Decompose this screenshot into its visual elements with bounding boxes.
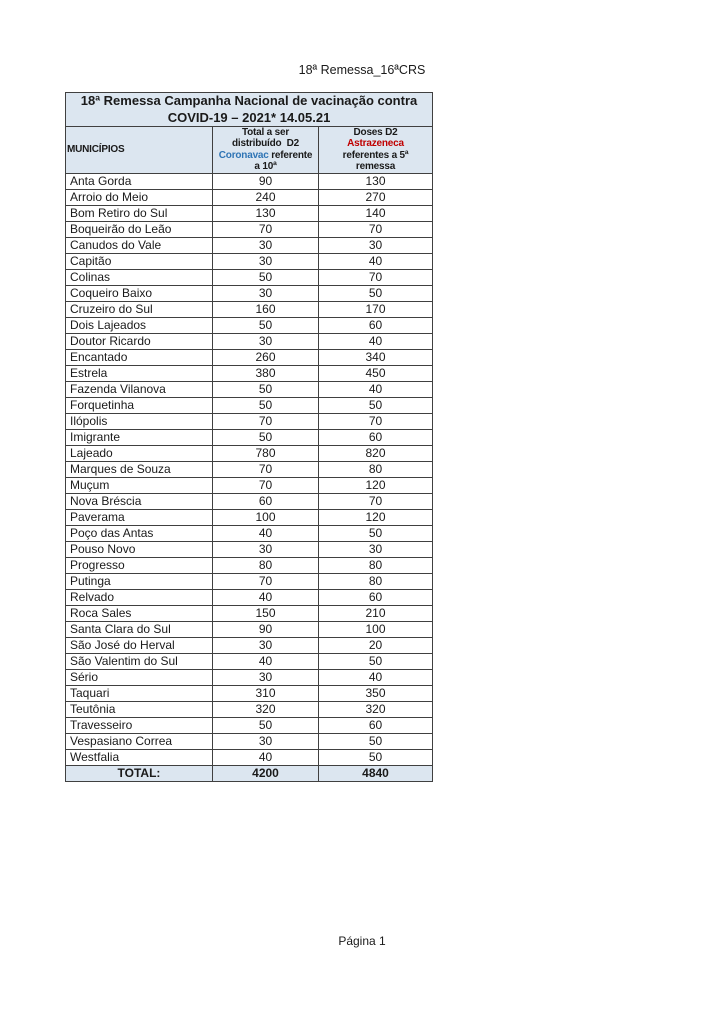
coronavac-cell: 380 [213, 365, 319, 381]
astrazeneca-cell: 170 [319, 301, 433, 317]
column-header-municipios: MUNICÍPIOS [66, 127, 213, 174]
municipality-cell: Ilópolis [66, 413, 213, 429]
municipality-cell: Lajeado [66, 445, 213, 461]
municipality-cell: Marques de Souza [66, 461, 213, 477]
municipality-cell: Travesseiro [66, 717, 213, 733]
astrazeneca-cell: 50 [319, 285, 433, 301]
coronavac-cell: 30 [213, 669, 319, 685]
table-row [66, 397, 433, 413]
astrazeneca-cell: 130 [319, 173, 433, 189]
table-row [66, 333, 433, 349]
astrazeneca-cell: 350 [319, 685, 433, 701]
table-row [66, 621, 433, 637]
table-row [66, 285, 433, 301]
table-row [66, 653, 433, 669]
municipality-cell: Teutônia [66, 701, 213, 717]
table-row [66, 301, 433, 317]
table-row [66, 509, 433, 525]
total-coronavac: 4200 [213, 765, 319, 781]
astrazeneca-cell: 270 [319, 189, 433, 205]
table-title-line2: COVID-19 – 2021* 14.05.21 [167, 109, 331, 125]
coronavac-cell: 150 [213, 605, 319, 621]
municipality-cell: Putinga [66, 573, 213, 589]
municipality-cell: Imigrante [66, 429, 213, 445]
table-row [66, 669, 433, 685]
astrazeneca-cell: 80 [319, 573, 433, 589]
municipality-cell: Arroio do Meio [66, 189, 213, 205]
total-label: TOTAL: [66, 765, 213, 781]
table-row [66, 525, 433, 541]
coronavac-cell: 50 [213, 429, 319, 445]
table-row [66, 189, 433, 205]
coronavac-cell: 90 [213, 173, 319, 189]
municipality-cell: Cruzeiro do Sul [66, 301, 213, 317]
astrazeneca-cell: 320 [319, 701, 433, 717]
table-row [66, 173, 433, 189]
astrazeneca-cell: 40 [319, 669, 433, 685]
coronavac-cell: 50 [213, 381, 319, 397]
table-title-row [66, 93, 433, 127]
total-row [66, 765, 433, 781]
coronavac-cell: 30 [213, 541, 319, 557]
coronavac-cell: 240 [213, 189, 319, 205]
municipality-cell: Muçum [66, 477, 213, 493]
municipality-cell: Pouso Novo [66, 541, 213, 557]
municipality-cell: Colinas [66, 269, 213, 285]
coronavac-cell: 70 [213, 573, 319, 589]
astrazeneca-cell: 820 [319, 445, 433, 461]
coronavac-header-line1: Total a ser [241, 127, 290, 138]
coronavac-cell: 90 [213, 621, 319, 637]
coronavac-cell: 30 [213, 237, 319, 253]
table-row [66, 413, 433, 429]
municipality-cell: Poço das Antas [66, 525, 213, 541]
astrazeneca-cell: 30 [319, 237, 433, 253]
municipality-cell: Progresso [66, 557, 213, 573]
municipality-cell: Capitão [66, 253, 213, 269]
coronavac-cell: 40 [213, 749, 319, 765]
astrazeneca-cell: 30 [319, 541, 433, 557]
coronavac-cell: 50 [213, 317, 319, 333]
coronavac-cell: 100 [213, 509, 319, 525]
municipality-cell: Nova Bréscia [66, 493, 213, 509]
table-row [66, 221, 433, 237]
astrazeneca-cell: 60 [319, 717, 433, 733]
astrazeneca-cell: 100 [319, 621, 433, 637]
coronavac-cell: 70 [213, 413, 319, 429]
municipality-cell: Bom Retiro do Sul [66, 205, 213, 221]
astrazeneca-header-line1: Doses D2 [353, 127, 398, 138]
coronavac-label: Coronavac [218, 149, 269, 161]
municipality-cell: Relvado [66, 589, 213, 605]
astrazeneca-label: Astrazeneca [347, 138, 404, 150]
table-row [66, 365, 433, 381]
table-row [66, 445, 433, 461]
coronavac-cell: 260 [213, 349, 319, 365]
coronavac-cell: 50 [213, 717, 319, 733]
astrazeneca-cell: 70 [319, 493, 433, 509]
coronavac-cell: 30 [213, 637, 319, 653]
table-body [66, 173, 433, 765]
coronavac-header-line2: distribuído D2 [231, 138, 299, 150]
table-row [66, 701, 433, 717]
municipality-cell: Boqueirão do Leão [66, 221, 213, 237]
table-row [66, 349, 433, 365]
table-row [66, 733, 433, 749]
coronavac-cell: 30 [213, 285, 319, 301]
table-row [66, 493, 433, 509]
table-row [66, 637, 433, 653]
coronavac-cell: 70 [213, 221, 319, 237]
astrazeneca-cell: 60 [319, 589, 433, 605]
astrazeneca-cell: 50 [319, 525, 433, 541]
coronavac-cell: 60 [213, 493, 319, 509]
table-row [66, 605, 433, 621]
municipality-cell: Santa Clara do Sul [66, 621, 213, 637]
coronavac-header-line4: a 10ª [254, 161, 277, 173]
municipality-cell: Roca Sales [66, 605, 213, 621]
coronavac-cell: 50 [213, 397, 319, 413]
table-row [66, 477, 433, 493]
astrazeneca-cell: 120 [319, 509, 433, 525]
table-row [66, 749, 433, 765]
table-row [66, 429, 433, 445]
astrazeneca-cell: 210 [319, 605, 433, 621]
table-row [66, 237, 433, 253]
astrazeneca-header-line4: remessa [355, 161, 396, 173]
table-row [66, 269, 433, 285]
astrazeneca-cell: 70 [319, 413, 433, 429]
municipality-cell: São José do Herval [66, 637, 213, 653]
coronavac-cell: 70 [213, 461, 319, 477]
municipality-cell: Fazenda Vilanova [66, 381, 213, 397]
municipality-cell: Dois Lajeados [66, 317, 213, 333]
table-row [66, 317, 433, 333]
coronavac-cell: 50 [213, 269, 319, 285]
coronavac-header-line3-rest: referente [268, 149, 313, 161]
table-row [66, 717, 433, 733]
municipality-cell: Sério [66, 669, 213, 685]
coronavac-cell: 310 [213, 685, 319, 701]
table-row [66, 205, 433, 221]
astrazeneca-cell: 50 [319, 749, 433, 765]
coronavac-header-line3 [214, 150, 317, 161]
astrazeneca-cell: 140 [319, 205, 433, 221]
astrazeneca-cell: 80 [319, 557, 433, 573]
municipality-cell: Westfalia [66, 749, 213, 765]
table-row [66, 461, 433, 477]
coronavac-cell: 80 [213, 557, 319, 573]
astrazeneca-cell: 50 [319, 733, 433, 749]
table-title-line1: 18ª Remessa Campanha Nacional de vacinação contra [80, 93, 418, 108]
astrazeneca-header-line3: referentes a 5ª [342, 149, 409, 161]
column-header-astrazeneca [319, 127, 433, 174]
municipality-cell: São Valentim do Sul [66, 653, 213, 669]
astrazeneca-cell: 120 [319, 477, 433, 493]
page-number: Página 1 [338, 934, 386, 948]
coronavac-cell: 40 [213, 525, 319, 541]
table-row [66, 381, 433, 397]
municipality-cell: Paverama [66, 509, 213, 525]
astrazeneca-cell: 340 [319, 349, 433, 365]
astrazeneca-cell: 40 [319, 253, 433, 269]
astrazeneca-cell: 60 [319, 317, 433, 333]
municipality-cell: Encantado [66, 349, 213, 365]
astrazeneca-cell: 70 [319, 269, 433, 285]
astrazeneca-cell: 70 [319, 221, 433, 237]
astrazeneca-cell: 450 [319, 365, 433, 381]
astrazeneca-cell: 20 [319, 637, 433, 653]
document-header: 18ª Remessa_16ªCRS [298, 63, 426, 77]
coronavac-cell: 40 [213, 589, 319, 605]
table-row [66, 557, 433, 573]
astrazeneca-cell: 50 [319, 397, 433, 413]
coronavac-cell: 30 [213, 733, 319, 749]
municipality-cell: Vespasiano Correa [66, 733, 213, 749]
coronavac-cell: 40 [213, 653, 319, 669]
municipality-cell: Estrela [66, 365, 213, 381]
vaccine-distribution-table [65, 92, 433, 782]
coronavac-cell: 320 [213, 701, 319, 717]
municipality-cell: Canudos do Vale [66, 237, 213, 253]
table-title [66, 93, 433, 127]
astrazeneca-cell: 60 [319, 429, 433, 445]
column-header-row [66, 127, 433, 174]
table-row [66, 589, 433, 605]
coronavac-cell: 130 [213, 205, 319, 221]
municipality-cell: Forquetinha [66, 397, 213, 413]
table-row [66, 541, 433, 557]
astrazeneca-cell: 40 [319, 381, 433, 397]
municipality-cell: Taquari [66, 685, 213, 701]
coronavac-cell: 30 [213, 333, 319, 349]
coronavac-cell: 780 [213, 445, 319, 461]
table-row [66, 573, 433, 589]
municipality-cell: Doutor Ricardo [66, 333, 213, 349]
coronavac-cell: 160 [213, 301, 319, 317]
astrazeneca-cell: 50 [319, 653, 433, 669]
table-row [66, 685, 433, 701]
table-row [66, 253, 433, 269]
astrazeneca-cell: 40 [319, 333, 433, 349]
coronavac-cell: 30 [213, 253, 319, 269]
coronavac-cell: 70 [213, 477, 319, 493]
municipality-cell: Coqueiro Baixo [66, 285, 213, 301]
municipality-cell: Anta Gorda [66, 173, 213, 189]
column-header-coronavac [213, 127, 319, 174]
total-astrazeneca: 4840 [319, 765, 433, 781]
astrazeneca-cell: 80 [319, 461, 433, 477]
